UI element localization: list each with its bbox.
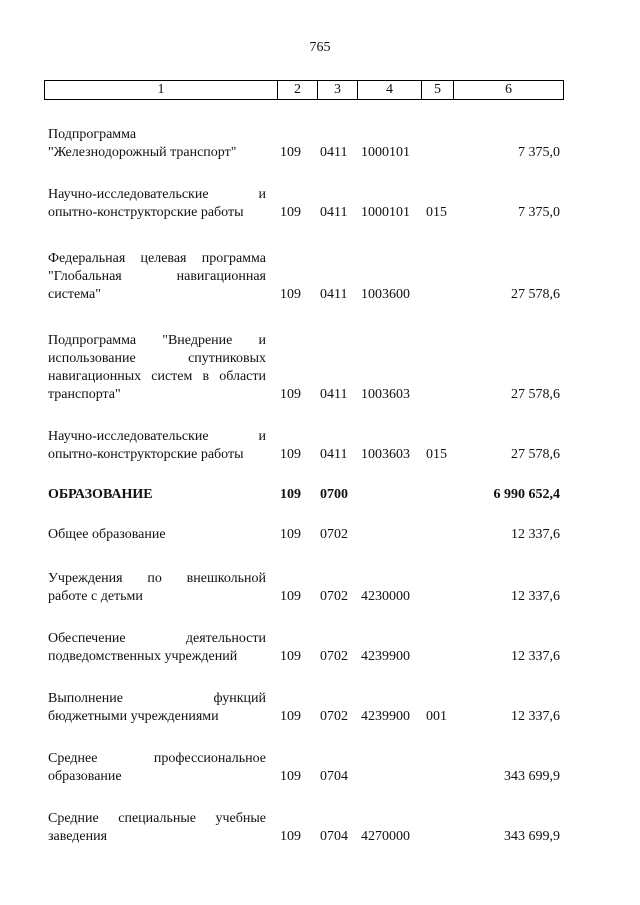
row-col-6: 7 375,0 <box>518 205 560 220</box>
row-name-line: Подпрограмма "Внедрение и <box>48 333 266 348</box>
row-col-3: 0702 <box>320 589 348 604</box>
row-col-3: 0702 <box>320 527 348 542</box>
row-col-2: 109 <box>280 145 301 160</box>
row-name-line: "Глобальная навигационная <box>48 269 266 284</box>
row-col-3: 0704 <box>320 829 348 844</box>
row-col-6: 27 578,6 <box>511 447 560 462</box>
row-col-4: 4270000 <box>361 829 410 844</box>
row-name <box>48 690 266 726</box>
row-name-line: "Железнодорожный транспорт" <box>48 145 237 160</box>
row-col-4: 4239900 <box>361 649 410 664</box>
row-col-2: 109 <box>280 829 301 844</box>
row-col-6: 12 337,6 <box>511 527 560 542</box>
row-col-5: 001 <box>426 709 447 724</box>
row-col-6: 343 699,9 <box>504 769 560 784</box>
row-name-line: Средние специальные учебные <box>48 811 266 826</box>
table-header <box>44 80 564 100</box>
row-col-3: 0411 <box>320 145 348 160</box>
row-col-2: 109 <box>280 205 301 220</box>
row-name-line: ОБРАЗОВАНИЕ <box>48 487 153 502</box>
row-col-3: 0411 <box>320 387 348 402</box>
header-col-3: 3 <box>317 81 357 99</box>
table-row <box>48 526 560 544</box>
row-col-2: 109 <box>280 649 301 664</box>
header-col-2: 2 <box>277 81 317 99</box>
row-col-2: 109 <box>280 769 301 784</box>
row-name <box>48 526 266 544</box>
row-col-3: 0411 <box>320 447 348 462</box>
row-name-line: Выполнение функций <box>48 691 266 706</box>
header-col-1: 1 <box>157 82 165 97</box>
row-name-line: Общее образование <box>48 527 166 542</box>
row-name <box>48 250 266 304</box>
table-row <box>48 486 560 504</box>
row-col-4: 1000101 <box>361 145 410 160</box>
row-col-4: 4239900 <box>361 709 410 724</box>
row-col-2: 109 <box>280 447 301 462</box>
row-name <box>48 126 266 162</box>
row-col-6: 12 337,6 <box>511 589 560 604</box>
row-col-3: 0411 <box>320 287 348 302</box>
row-col-2: 109 <box>280 487 301 502</box>
row-col-2: 109 <box>280 287 301 302</box>
table-row <box>48 126 560 162</box>
row-name <box>48 486 266 504</box>
row-name-line: Среднее профессиональное <box>48 751 266 766</box>
row-name-line: образование <box>48 769 122 784</box>
row-col-6: 12 337,6 <box>511 709 560 724</box>
row-col-2: 109 <box>280 387 301 402</box>
row-col-4: 1003603 <box>361 447 410 462</box>
table-row <box>48 332 560 404</box>
table-row <box>48 186 560 222</box>
table-row <box>48 690 560 726</box>
row-col-6: 7 375,0 <box>518 145 560 160</box>
table-row <box>48 570 560 606</box>
row-name-line: Научно-исследовательские и <box>48 187 266 202</box>
header-col-6: 6 <box>453 81 563 99</box>
row-col-6: 6 990 652,4 <box>493 487 560 502</box>
row-name-line: Научно-исследовательские и <box>48 429 266 444</box>
row-col-3: 0702 <box>320 709 348 724</box>
row-name <box>48 810 266 846</box>
row-col-4: 1003600 <box>361 287 410 302</box>
table-row <box>48 630 560 666</box>
row-name-line: Обеспечение деятельности <box>48 631 266 646</box>
row-name <box>48 186 266 222</box>
row-name <box>48 332 266 404</box>
row-col-4: 4230000 <box>361 589 410 604</box>
row-col-3: 0704 <box>320 769 348 784</box>
table-row <box>48 428 560 464</box>
row-name-line: подведомственных учреждений <box>48 649 238 664</box>
row-name-line: бюджетными учреждениями <box>48 709 219 724</box>
row-col-2: 109 <box>280 527 301 542</box>
row-name-line: система" <box>48 287 101 302</box>
table-row <box>48 250 560 304</box>
table-row <box>48 810 560 846</box>
row-name <box>48 428 266 464</box>
row-name-line: транспорта" <box>48 387 121 402</box>
row-col-3: 0702 <box>320 649 348 664</box>
row-col-3: 0700 <box>320 487 348 502</box>
header-col-5: 5 <box>421 81 453 99</box>
row-name-line: опытно-конструкторские работы <box>48 447 244 462</box>
row-col-2: 109 <box>280 589 301 604</box>
row-name-line: опытно-конструкторские работы <box>48 205 244 220</box>
row-col-2: 109 <box>280 709 301 724</box>
row-name-line: работе с детьми <box>48 589 143 604</box>
table-row <box>48 750 560 786</box>
row-name <box>48 750 266 786</box>
row-name <box>48 630 266 666</box>
row-col-3: 0411 <box>320 205 348 220</box>
page-number: 765 <box>309 40 331 55</box>
row-col-6: 12 337,6 <box>511 649 560 664</box>
row-col-6: 27 578,6 <box>511 387 560 402</box>
row-col-6: 27 578,6 <box>511 287 560 302</box>
row-name-line: использование спутниковых <box>48 351 266 366</box>
row-col-4: 1000101 <box>361 205 410 220</box>
row-name-line: Федеральная целевая программа <box>48 251 266 266</box>
row-name-line: Подпрограмма <box>48 127 137 142</box>
header-col-4: 4 <box>357 81 421 99</box>
row-name-line: Учреждения по внешкольной <box>48 571 266 586</box>
row-name-line: заведения <box>48 829 108 844</box>
row-col-4: 1003603 <box>361 387 410 402</box>
row-name-line: навигационных систем в области <box>48 369 266 384</box>
row-col-5: 015 <box>426 205 447 220</box>
row-name <box>48 570 266 606</box>
row-col-6: 343 699,9 <box>504 829 560 844</box>
row-col-5: 015 <box>426 447 447 462</box>
